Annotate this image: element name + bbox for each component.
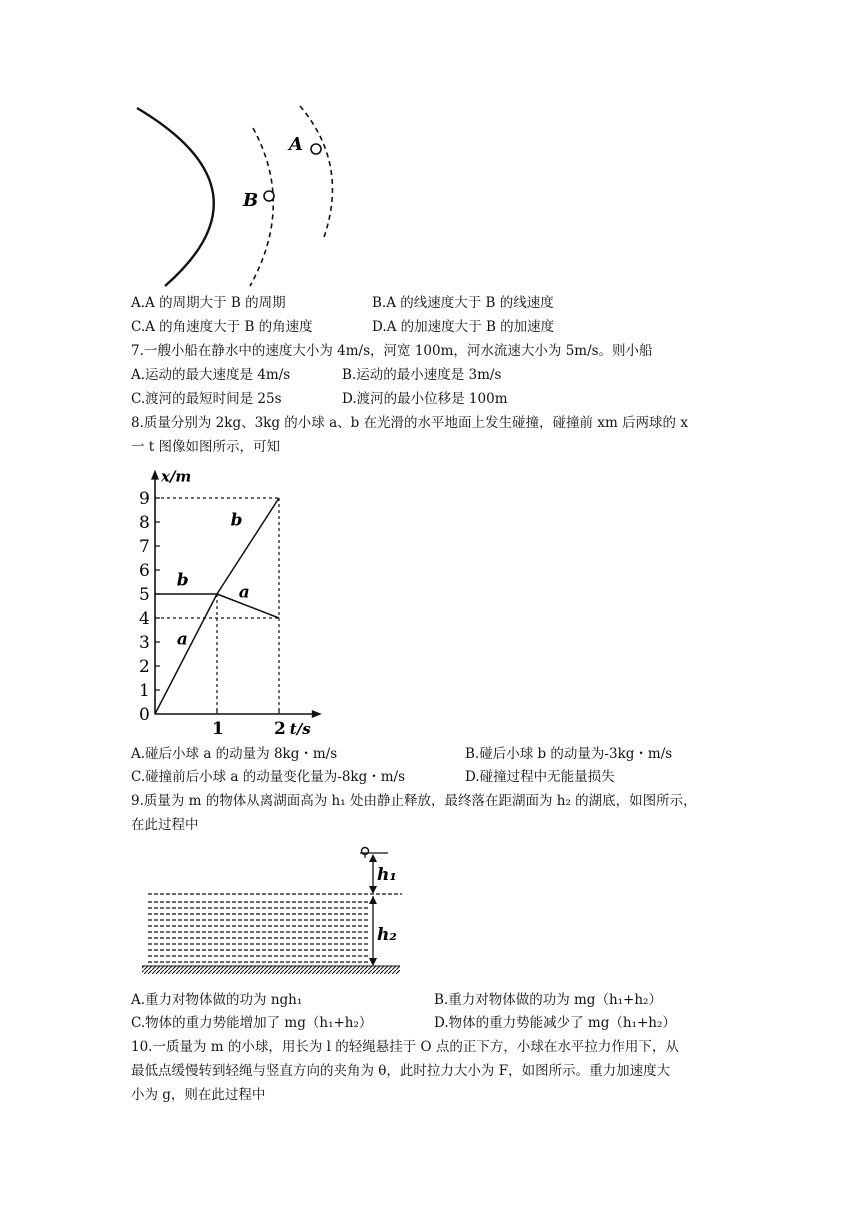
q7-stem: 7.一艘小船在静水中的速度大小为 4m/s，河宽 100m，河水流速大小为 5m/s。则小船 [131,343,653,359]
q7-option-c: C.渡河的最短时间是 25s [131,391,282,407]
q9-option-a: A.重力对物体做的功为 ngh₁ [131,992,303,1008]
lake-figure [140,842,405,982]
satellite-b [264,191,274,201]
lake-bottom [142,966,400,974]
planet-arc [137,108,214,286]
q9-stem-line2: 在此过程中 [131,817,199,833]
q8-option-b: B.碰后小球 b 的动量为-3kg・m/s [465,746,673,762]
y-tick-label: 1 [139,681,150,701]
series-label-b-after: b [230,510,243,531]
q10-stem-line1: 10.一质量为 m 的小球，用长为 l 的轻绳悬挂于 O 点的正下方，小球在水平拉力作用下，从 [131,1039,679,1055]
series-b [155,498,279,594]
q6-option-b: B.A 的线速度大于 B 的线速度 [372,295,554,311]
y-tick-label: 2 [139,657,150,677]
q9-option-c: C.物体的重力势能增加了 mg（h₁+h₂） [131,1015,373,1031]
q9-option-b: B.重力对物体做的功为 mg（h₁+h₂） [434,992,662,1008]
q10-stem-line2: 最低点缓慢转到轻绳与竖直方向的夹角为 θ，此时拉力大小为 F，如图所示。重力加速度大 [131,1063,671,1079]
series-label-a-before: a [176,629,188,650]
q8-stem-line1: 8.质量分别为 2kg、3kg 的小球 a、b 在光滑的水平地面上发生碰撞，碰撞前 xm 后两球的 x [131,415,688,431]
y-tick-label: 8 [139,513,150,533]
orbit-a [300,106,332,240]
orbit-figure [125,100,345,290]
series-label-b-before: b [176,570,189,591]
q10-stem-line3: 小为 g，则在此过程中 [131,1087,266,1103]
q7-option-b: B.运动的最小速度是 3m/s [342,367,502,383]
q7-option-d: D.渡河的最小位移是 100m [342,391,508,407]
q6-option-a: A.A 的周期大于 B 的周期 [131,295,286,311]
y-tick-label: 4 [139,609,150,629]
water-lines [148,894,402,962]
q8-option-a: A.碰后小球 a 的动量为 8kg・m/s [131,746,338,762]
series-label-a-after: a [238,582,250,603]
satellite-a [311,144,321,154]
x-axis-label: t/s [289,720,311,738]
q8-option-d: D.碰撞过程中无能量损失 [465,769,615,785]
y-tick-label: 3 [139,633,150,653]
y-tick-label: 5 [139,585,150,605]
h1-label: h₁ [377,865,397,885]
y-tick-label: 9 [139,489,150,509]
y-tick-label: 6 [139,561,150,581]
q7-option-a: A.运动的最大速度是 4m/s [131,367,291,383]
label-b: B [243,190,259,211]
x-axis-arrow [312,710,322,718]
q9-option-d: D.物体的重力势能减少了 mg（h₁+h₂） [434,1015,676,1031]
origin-label: 0 [139,705,150,725]
x-tick-label: 2 [274,719,286,739]
q9-stem-line1: 9.质量为 m 的物体从离湖面高为 h₁ 处由静止释放，最终落在距湖面为 h₂ 的湖底，如图所示， [131,793,697,809]
q8-option-c: C.碰撞前后小球 a 的动量变化量为-8kg・m/s [131,769,406,785]
q6-option-d: D.A 的加速度大于 B 的加速度 [372,319,555,335]
y-axis-arrow [151,470,159,480]
xt-chart [130,462,360,742]
y-tick-label: 7 [139,537,150,557]
q8-stem-line2: 一 t 图像如图所示，可知 [131,439,281,455]
y-axis-label: x/m [161,467,192,486]
label-a: A [289,134,303,155]
h2-label: h₂ [377,925,397,945]
x-tick-label: 1 [212,719,224,739]
q6-option-c: C.A 的角速度大于 B 的角速度 [131,319,313,335]
